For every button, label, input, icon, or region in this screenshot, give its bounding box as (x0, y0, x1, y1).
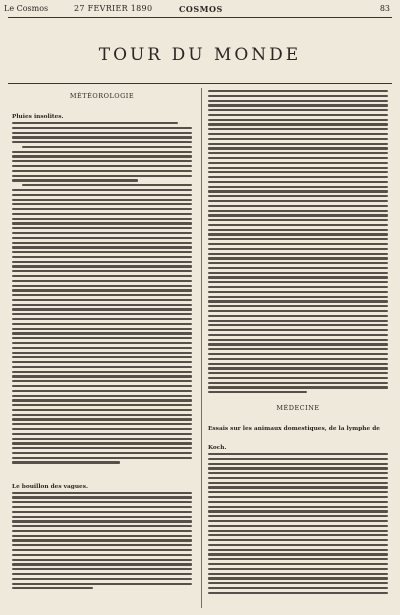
text-block (12, 492, 192, 590)
article-lead-vagues: Le bouillon des vagues. (12, 483, 89, 490)
article-lymphe (208, 415, 388, 594)
right-column (208, 90, 388, 597)
left-column (12, 90, 192, 592)
journal-name: COSMOS (179, 4, 223, 14)
page-number: 83 (379, 4, 390, 13)
article-lead-lymphe: Essais sur les animaux domestiques, de la lymphe de Koch. (208, 426, 380, 451)
title-rule (8, 83, 392, 84)
article-vagues (12, 473, 192, 590)
text-block (208, 453, 388, 594)
column-divider (201, 88, 202, 608)
publication-name: Le Cosmos (4, 4, 49, 13)
text-block (208, 90, 388, 393)
running-header (4, 3, 396, 15)
header-rule (8, 17, 392, 18)
section-title-medecine: MÉDECINE (276, 404, 320, 412)
text-block (12, 122, 192, 464)
article-pluies (12, 103, 192, 464)
page-title: TOUR DU MONDE (98, 45, 302, 65)
article-lead: Pluies insolites. (12, 114, 64, 120)
section-title-meteorologie: MÉTÉOROLOGIE (69, 92, 135, 100)
issue-date: 27 FEVRIER 1890 (74, 4, 153, 13)
